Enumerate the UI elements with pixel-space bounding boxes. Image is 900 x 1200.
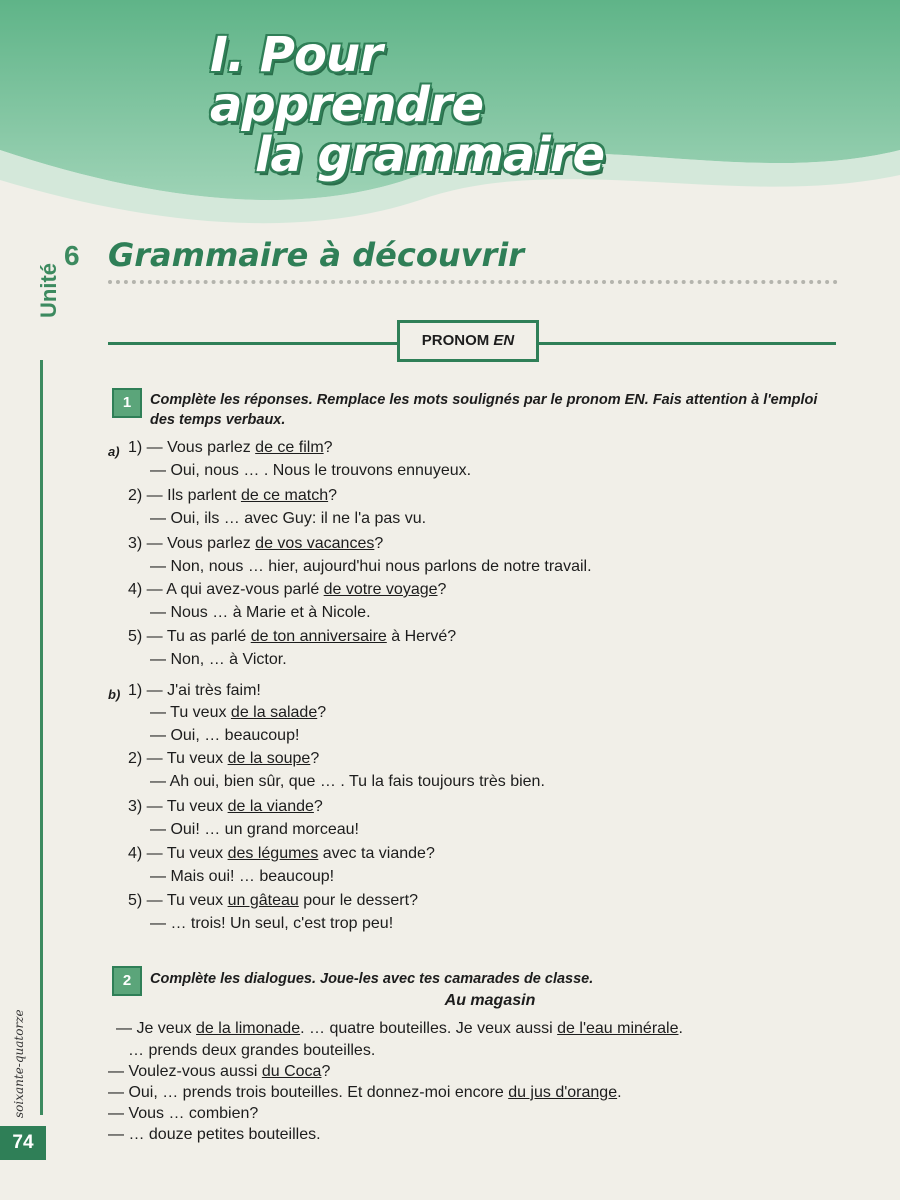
banner-title-line2: la grammaire xyxy=(255,127,605,183)
question-text: ? xyxy=(310,750,320,767)
question-line xyxy=(128,890,418,911)
dialogue-line xyxy=(108,1061,330,1082)
question-line xyxy=(128,843,435,864)
underlined-phrase: de la salade xyxy=(230,704,318,721)
answer-text: — Non, … à Victor. xyxy=(150,651,287,668)
question-text: — Vous parlez xyxy=(146,535,256,552)
underlined-phrase: du jus d'orange xyxy=(508,1084,618,1101)
dialogue-text: . xyxy=(617,1084,622,1101)
answer-line xyxy=(150,819,359,840)
section-title: Grammaire à découvrir xyxy=(108,236,524,274)
dialogue-text: — Vous … combien? xyxy=(108,1105,259,1122)
item-number: 1) xyxy=(128,439,147,456)
question-line xyxy=(128,748,319,769)
underlined-phrase: de la viande xyxy=(227,798,314,815)
question-text: pour le dessert? xyxy=(298,892,418,909)
underlined-phrase: de votre voyage xyxy=(323,581,438,598)
question-text: ? xyxy=(313,798,323,815)
question-text: ? xyxy=(317,704,327,721)
statement-text: — J'ai très faim! xyxy=(146,682,261,699)
question-text: — Tu veux xyxy=(150,704,231,721)
question-line xyxy=(128,626,456,647)
dialogue-text: — Voulez-vous aussi xyxy=(108,1063,262,1080)
question-line xyxy=(150,702,326,723)
statement-line xyxy=(128,680,261,701)
underlined-phrase: de la limonade xyxy=(196,1020,301,1037)
underlined-phrase: du Coca xyxy=(261,1063,322,1080)
answer-line xyxy=(150,556,592,577)
exercise-1-number: 1 xyxy=(112,388,142,418)
item-number: 3) xyxy=(128,798,147,815)
answer-line xyxy=(150,460,471,481)
answer-line xyxy=(150,602,371,623)
answer-line xyxy=(150,725,299,746)
dialogue-text: ? xyxy=(321,1063,331,1080)
underlined-phrase: de l'eau minérale xyxy=(557,1020,679,1037)
dialogue-text: — Je veux xyxy=(116,1020,197,1037)
answer-line xyxy=(150,508,426,529)
question-text: ? xyxy=(328,487,337,504)
banner-title-line1: I. Pour apprendre xyxy=(210,27,484,133)
item-number: 4) xyxy=(128,581,147,598)
unit-number: 6 xyxy=(64,240,80,271)
question-text: — A qui avez-vous parlé xyxy=(146,581,324,598)
banner-title xyxy=(210,27,670,183)
dialogue-text: . … quatre bouteilles. Je veux aussi xyxy=(300,1020,558,1037)
answer-text: — Ah oui, bien sûr, que … . Tu la fais toujours très bien. xyxy=(150,773,545,790)
question-line xyxy=(128,796,323,817)
part-a-label: a) xyxy=(108,444,120,459)
item-number: 5) xyxy=(128,892,147,909)
topic-tag-emph: EN xyxy=(493,332,515,349)
answer-text: — Mais oui! … beaucoup! xyxy=(150,868,335,885)
item-number: 2) xyxy=(128,750,147,767)
answer-line xyxy=(150,771,545,792)
question-text: ? xyxy=(374,535,384,552)
answer-text: — Oui, … beaucoup! xyxy=(150,727,300,744)
underlined-phrase: de ce match xyxy=(240,487,329,504)
item-number: 1) xyxy=(128,682,147,699)
unit-label: Unité xyxy=(36,263,61,318)
dialogue-line xyxy=(128,1040,375,1061)
question-text: avec ta viande? xyxy=(318,845,435,862)
answer-text: — Oui, ils … avec Guy: il ne l'a pas vu. xyxy=(150,510,427,527)
question-line xyxy=(128,579,446,600)
dialogue-heading: Au magasin xyxy=(444,992,536,1009)
question-text: ? xyxy=(323,439,333,456)
underlined-phrase: de la soupe xyxy=(227,750,311,767)
item-number: 2) xyxy=(128,487,147,504)
underlined-phrase: de ce film xyxy=(255,439,324,456)
question-text: — Ils parlent xyxy=(146,487,241,504)
item-number: 3) xyxy=(128,535,147,552)
underlined-phrase: de ton anniversaire xyxy=(250,628,387,645)
question-text: — Tu veux xyxy=(146,798,228,815)
dialogue-line xyxy=(108,1082,622,1103)
question-line xyxy=(128,485,337,506)
underlined-phrase: un gâteau xyxy=(227,892,299,909)
question-text: — Tu veux xyxy=(146,892,228,909)
unit-marker xyxy=(18,240,88,370)
exercise-2-instruction: Complète les dialogues. Joue-les avec tes camarades de classe. xyxy=(150,971,594,987)
exercise-1-instruction: Complète les réponses. Remplace les mots soulignés par le pronom EN. Fais attention à l'emploi des temps verbaux. xyxy=(150,392,818,428)
answer-text: — Non, nous … hier, aujourd'hui nous parlons de notre travail. xyxy=(150,558,592,575)
answer-text: — … trois! Un seul, c'est trop peu! xyxy=(150,915,394,932)
dotted-divider xyxy=(108,280,838,284)
dialogue-line xyxy=(116,1018,683,1039)
question-text: — Tu veux xyxy=(146,845,228,862)
part-b-label: b) xyxy=(108,687,121,702)
answer-line xyxy=(150,649,287,670)
question-text: — Tu veux xyxy=(146,750,228,767)
underlined-phrase: des légumes xyxy=(227,845,319,862)
answer-line xyxy=(150,913,393,934)
dialogue-text: … prends deux grandes bouteilles. xyxy=(128,1042,376,1059)
question-text: — Vous parlez xyxy=(146,439,256,456)
topic-tag xyxy=(397,320,539,362)
exercise-2-number: 2 xyxy=(112,966,142,996)
question-line xyxy=(128,437,333,458)
dialogue-text: — … douze petites bouteilles. xyxy=(108,1126,321,1143)
dialogue-text: . xyxy=(678,1020,683,1037)
item-number: 5) xyxy=(128,628,147,645)
dialogue-text: — Oui, … prends trois bouteilles. Et donnez-moi encore xyxy=(108,1084,509,1101)
dialogue-line xyxy=(108,1103,258,1124)
dialogue-line xyxy=(108,1124,321,1145)
question-text: à Hervé? xyxy=(386,628,457,645)
underlined-phrase: de vos vacances xyxy=(255,535,375,552)
answer-text: — Oui, nous … . Nous le trouvons ennuyeux. xyxy=(150,462,472,479)
item-number: 4) xyxy=(128,845,147,862)
question-line xyxy=(128,533,383,554)
answer-line xyxy=(150,866,334,887)
topic-tag-prefix: PRONOM xyxy=(421,332,494,349)
question-text: ? xyxy=(437,581,447,598)
answer-text: — Nous … à Marie et à Nicole. xyxy=(150,604,371,621)
page-number: 74 xyxy=(0,1126,46,1160)
page-number-words: soixante-quatorze xyxy=(12,1009,26,1118)
answer-text: — Oui! … un grand morceau! xyxy=(150,821,359,838)
question-text: — Tu as parlé xyxy=(146,628,251,645)
